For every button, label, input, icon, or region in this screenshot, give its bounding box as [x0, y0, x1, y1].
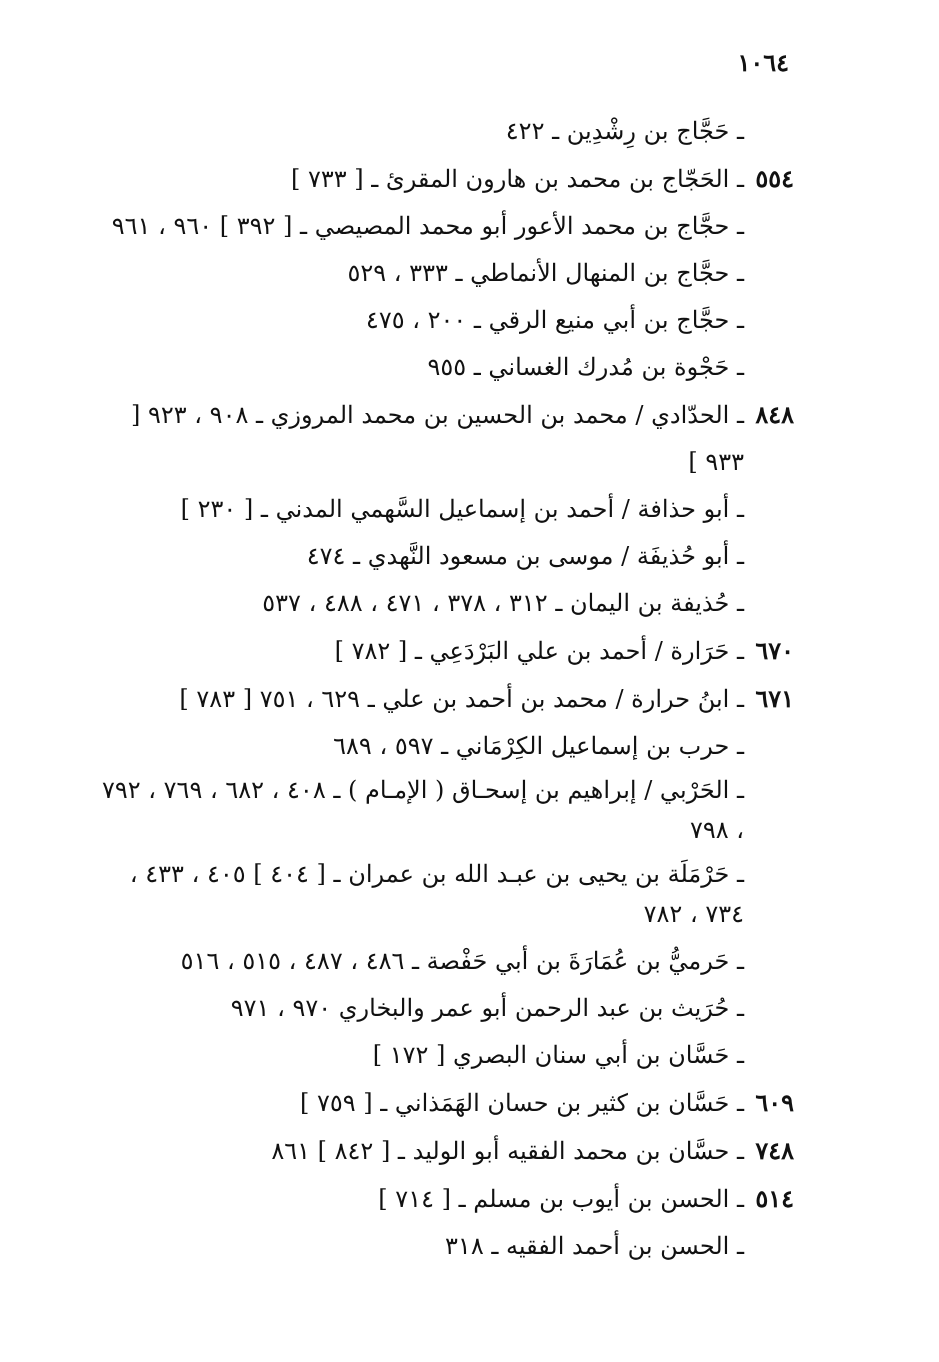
entry-number: ٦٠٩ [755, 1088, 794, 1117]
index-entry [94, 938, 794, 985]
index-entry [94, 250, 794, 297]
index-entry [94, 344, 794, 391]
index-entry [94, 1223, 794, 1270]
index-entry [94, 854, 794, 934]
entry-text: ـ حَرْمَلَة بن يحيى بن عبـد الله بن عمران ـ [ ٤٠٤ ] ٤٠٥ ، ٤٣٣ ، ٧٣٤ ، ٧٨٢ [129, 860, 744, 928]
index-entry [94, 1032, 794, 1079]
index-entries [94, 108, 794, 1270]
entry-text: ـ الحدّادي / محمد بن الحسين بن محمد المروزي ـ ٩٠٨ ، ٩٢٣ [ ٩٣٣ ] [130, 401, 744, 476]
entry-text: ـ أبو حُذيفَة / موسى بن مسعود النَّهدي ـ ٤٧٤ [306, 542, 744, 570]
entry-text: ـ الحسن بن أحمد الفقيه ـ ٣١٨ [445, 1232, 744, 1260]
entry-number: ٦٧١ [755, 684, 794, 713]
entry-text: ـ حَسَّان بن أبي سنان البصري [ ١٧٢ ] [372, 1041, 744, 1069]
entry-text: ـ حَجْوة بن مُدرك الغساني ـ ٩٥٥ [427, 353, 744, 381]
index-entry [94, 203, 794, 250]
index-entry [94, 723, 794, 770]
entry-text: ـ أبو حذافة / أحمد بن إسماعيل السَّهمي المدني ـ [ ٢٣٠ ] [180, 495, 744, 523]
index-entry [94, 985, 794, 1032]
index-entry [94, 297, 794, 344]
index-entry [94, 486, 794, 533]
entry-text: ـ حسَّان بن محمد الفقيه أبو الوليد ـ [ ٨٤٢ ] ٨٦١ [271, 1137, 744, 1165]
index-entry [94, 391, 794, 486]
entry-text: ـ ابنُ حرارة / محمد بن أحمد بن علي ـ ٦٢٩ ، ٧٥١ [ ٧٨٣ ] [179, 685, 744, 713]
entry-text: ـ الحَرْبي / إبراهيم بن إسحـاق ( الإمـام ) ـ ٤٠٨ ، ٦٨٢ ، ٧٦٩ ، ٧٩٢ ، ٧٩٨ [101, 776, 744, 844]
index-entry [94, 675, 794, 723]
entry-number: ٥١٤ [755, 1184, 794, 1213]
entry-text: ـ حَسَّان بن كثير بن حسان الهَمَذاني ـ [ ٧٥٩ ] [299, 1089, 744, 1117]
entry-text: ـ حجَّاج بن محمد الأعور أبو محمد المصيصي ـ [ ٣٩٢ ] ٩٦٠ ، ٩٦١ [111, 212, 744, 240]
page-number: ١٠٦٤ [737, 48, 789, 77]
index-entry [94, 108, 794, 155]
entry-text: ـ حجَّاج بن أبي منيع الرقي ـ ٢٠٠ ، ٤٧٥ [365, 306, 744, 334]
index-entry [94, 155, 794, 203]
entry-text: ـ حُذيفة بن اليمان ـ ٣١٢ ، ٣٧٨ ، ٤٧١ ، ٤٨٨ ، ٥٣٧ [262, 589, 744, 617]
entry-text: ـ حُرَيث بن عبد الرحمن أبو عمر والبخاري ٩٧٠ ، ٩٧١ [230, 994, 744, 1022]
index-entry [94, 770, 794, 850]
index-entry [94, 533, 794, 580]
entry-number: ٨٤٨ [755, 400, 794, 429]
index-entry [94, 1127, 794, 1175]
index-entry [94, 1175, 794, 1223]
entry-number: ٥٥٤ [755, 164, 794, 193]
entry-text: ـ حجَّاج بن المنهال الأنماطي ـ ٣٣٣ ، ٥٢٩ [347, 259, 744, 287]
index-entry [94, 627, 794, 675]
entry-text: ـ الحسن بن أيوب بن مسلم ـ [ ٧١٤ ] [378, 1185, 744, 1213]
entry-text: ـ الحَجّاج بن محمد بن هارون المقرئ ـ [ ٧٣٣ ] [290, 165, 744, 193]
index-entry [94, 1079, 794, 1127]
entry-number: ٦٧٠ [755, 636, 794, 665]
entry-number: ٧٤٨ [755, 1136, 794, 1165]
entry-text: ـ حَجَّاج بن رِشْدِين ـ ٤٢٢ [505, 117, 744, 145]
index-entry [94, 580, 794, 627]
entry-text: ـ حَرَارة / أحمد بن علي البَرْدَعِي ـ [ ٧٨٢ ] [334, 637, 744, 665]
entry-text: ـ حرب بن إسماعيل الكِرْمَاني ـ ٥٩٧ ، ٦٨٩ [333, 732, 744, 760]
entry-text: ـ حَرميُّ بن عُمَارَةَ بن أبي حَفْصة ـ ٤٨٦ ، ٤٨٧ ، ٥١٥ ، ٥١٦ [180, 947, 744, 975]
